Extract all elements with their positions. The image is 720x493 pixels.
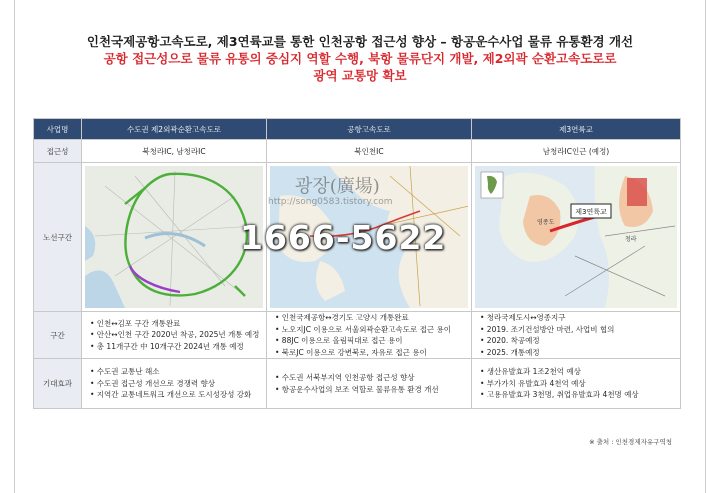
row-label-route: 노선구간 — [34, 163, 82, 312]
list-item: • 인천↔김포 구간 개통완료 — [90, 318, 181, 328]
watermark-phone: 1666-5622 — [240, 218, 447, 257]
header-project: 사업명 — [34, 119, 82, 140]
list-item: • 수도권 접근성 개선으로 경쟁력 향상 — [90, 378, 216, 388]
list-item: • 지역간 교통네트워크 개선으로 도시성장성 강화 — [90, 390, 252, 400]
map-label-yeongjong: 영종도 — [537, 219, 555, 226]
map-label-cheongna: 청라 — [625, 236, 637, 243]
list-item: • 총 11개구간 中 10개구간 2024년 개통 예정 — [90, 341, 244, 351]
third-bridge-map — [475, 166, 677, 308]
section-cell-1 — [82, 312, 267, 359]
list-item: • 청라국제도시↔영종지구 — [480, 313, 566, 322]
list-item: • 안산↔인천 구간 2020년 착공, 2025년 개통 예정 — [90, 330, 260, 340]
title-line-1: 인천국제공항고속도로, 제3연륙교를 통한 인천공항 접근성 향상 – 항공운수사업 물류 유통환경 개선 — [86, 34, 634, 49]
list-item: • 북로JC 이용으로 강변북로, 자유로 접근 용이 — [275, 347, 427, 357]
list-item: • 부가가치 유발효과 4천억 예상 — [480, 378, 586, 388]
row-label-effect: 기대효과 — [34, 359, 82, 409]
watermark-url: http://song0583.tistory.com — [268, 197, 393, 207]
list-item: • 2025. 개통예정 — [480, 347, 540, 357]
watermark-name: 광장(廣場) — [295, 176, 380, 197]
list-item: • 2019. 조기건설방안 마련, 사업비 협의 — [480, 324, 615, 334]
table-row — [34, 359, 681, 409]
source-footnote: ※ 출처 : 인천경제자유구역청 — [589, 438, 672, 446]
ring-expressway-map — [85, 166, 263, 308]
comparison-table — [33, 118, 681, 409]
route-map-cell-3 — [472, 163, 681, 312]
section-cell-2 — [267, 312, 472, 359]
list-item: • 수도권 교통난 해소 — [90, 367, 160, 377]
table-row — [34, 140, 681, 163]
list-item: • 생산유발효과 1조2천억 예상 — [480, 367, 581, 377]
map-label-third-bridge: 제3연륙교 — [575, 208, 607, 216]
row-label-access: 접근성 — [34, 140, 82, 163]
header-airport-expressway: 공항고속도로 — [267, 119, 472, 140]
row-label-section: 구간 — [34, 312, 82, 359]
title-line-2: 공항 접근성으로 물류 유통의 중심지 역할 수행, 북항 물류단지 개발, 제2외곽 순환고속도로로 — [103, 51, 617, 66]
table-header-row — [34, 119, 681, 140]
effect-cell-3 — [472, 359, 681, 409]
list-item: • 2020. 착공예정 — [480, 336, 540, 345]
section-cell-3 — [472, 312, 681, 359]
third-bridge-map-image — [475, 166, 677, 308]
list-item: • 88JC 이용으로 올림픽대로 접근 용이 — [275, 336, 403, 345]
list-item: • 수도권 서북부지역 인천공항 접근성 향상 — [275, 373, 415, 382]
list-item: • 항공운수사업의 보조 역할로 물류유통 환경 개선 — [275, 384, 439, 394]
access-cell-1: 북청라IC, 남청라IC — [82, 140, 267, 163]
list-item: • 노오지JC 이용으로 서울외곽순환고속도로 접근 용이 — [275, 324, 451, 334]
access-cell-2: 북인천IC — [267, 140, 472, 163]
header-third-bridge: 제3연륙교 — [472, 119, 681, 140]
access-cell-3: 남청라IC인근 (예정) — [472, 140, 681, 163]
effect-cell-1 — [82, 359, 267, 409]
effect-cell-2 — [267, 359, 472, 409]
table-row — [34, 312, 681, 359]
header-ring-expressway: 수도권 제2외곽순환고속도로 — [82, 119, 267, 140]
title-line-3: 광역 교통망 확보 — [313, 68, 407, 83]
ring-expressway-map-image — [85, 166, 263, 308]
route-map-cell-1 — [82, 163, 267, 312]
list-item: • 고용유발효과 3천명, 취업유발효과 4천명 예상 — [480, 390, 639, 400]
list-item: • 인천국제공항↔경기도 고양시 개통완료 — [275, 313, 409, 322]
